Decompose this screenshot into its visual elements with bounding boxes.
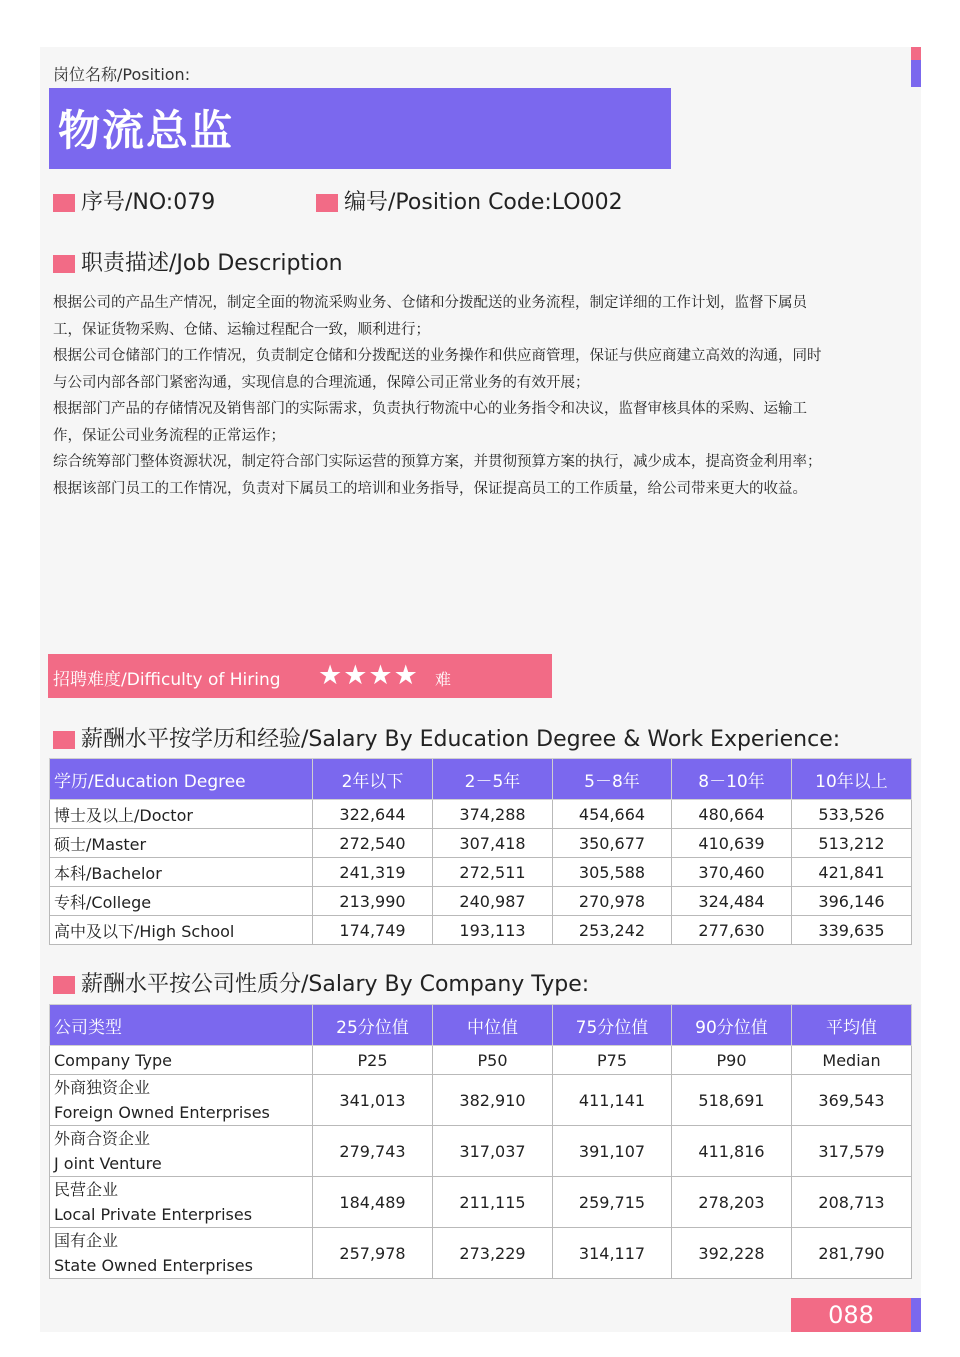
column-header: 5－8年 — [553, 759, 672, 800]
description-line: 工，保证货物采购、仓储、运输过程配合一致，顺利进行； — [53, 321, 430, 338]
company-type-cn: 外商合资企业 — [54, 1129, 151, 1148]
difficulty-word: 难 — [435, 670, 452, 689]
table-cell: 391,107 — [553, 1126, 672, 1177]
table-cell: 317,579 — [792, 1126, 912, 1177]
salary-company-table — [49, 1004, 912, 1279]
table-cell: 314,117 — [553, 1228, 672, 1279]
table-row — [50, 858, 912, 887]
table-cell: 339,635 — [792, 916, 912, 945]
table-cell — [50, 1126, 313, 1177]
table-cell: 317,037 — [433, 1126, 553, 1177]
table-row — [50, 1177, 912, 1228]
table-cell: 240,987 — [433, 887, 553, 916]
table-cell: 322,644 — [313, 800, 433, 829]
table-cell: 277,630 — [672, 916, 792, 945]
table-cell: Company Type — [50, 1046, 313, 1075]
table-cell: 257,978 — [313, 1228, 433, 1279]
table-cell: P50 — [433, 1046, 553, 1075]
table-cell: P90 — [672, 1046, 792, 1075]
table-cell: 本科/Bachelor — [50, 858, 313, 887]
table-cell: 374,288 — [433, 800, 553, 829]
table-cell: 454,664 — [553, 800, 672, 829]
table-cell: 专科/College — [50, 887, 313, 916]
column-header: 75分位值 — [553, 1005, 672, 1046]
column-header: 90分位值 — [672, 1005, 792, 1046]
table-cell: 272,511 — [433, 858, 553, 887]
serial-text: 序号/NO:079 — [81, 190, 216, 215]
difficulty-stars-icon: ★★★★ — [318, 660, 419, 691]
table-cell: 213,990 — [313, 887, 433, 916]
table-cell: 480,664 — [672, 800, 792, 829]
table-cell: 241,319 — [313, 858, 433, 887]
table-cell: 硕士/Master — [50, 829, 313, 858]
table-cell: P75 — [553, 1046, 672, 1075]
salary-education-table — [49, 758, 912, 945]
bullet-square-icon — [316, 194, 338, 212]
company-type-en: State Owned Enterprises — [54, 1256, 253, 1275]
table-cell: 307,418 — [433, 829, 553, 858]
column-header: 平均值 — [792, 1005, 912, 1046]
table-cell: 411,141 — [553, 1075, 672, 1126]
company-type-cn: 民营企业 — [54, 1180, 119, 1199]
description-line: 根据公司仓储部门的工作情况，负责制定仓储和分拨配送的业务操作和供应商管理，保证与供应商建立高效的沟通，同时 — [53, 348, 822, 364]
description-line: 与公司内部各部门紧密沟通，实现信息的合理流通，保障公司正常业务的有效开展； — [53, 374, 590, 391]
page-number-accent — [911, 1298, 921, 1332]
table-cell: 博士及以上/Doctor — [50, 800, 313, 829]
table-cell: 高中及以下/High School — [50, 916, 313, 945]
table-row — [50, 829, 912, 858]
table-cell: 278,203 — [672, 1177, 792, 1228]
bullet-square-icon — [53, 255, 75, 273]
table-cell: 350,677 — [553, 829, 672, 858]
bullet-square-icon — [53, 731, 75, 749]
salary-education-heading-text: 薪酬水平按学历和经验/Salary By Education Degree & Work Experience: — [81, 727, 841, 752]
table-cell: 396,146 — [792, 887, 912, 916]
table-cell: 421,841 — [792, 858, 912, 887]
table-cell: 208,713 — [792, 1177, 912, 1228]
table-cell: 518,691 — [672, 1075, 792, 1126]
table-cell: 281,790 — [792, 1228, 912, 1279]
company-type-en: J oint Venture — [54, 1154, 162, 1173]
table-row — [50, 887, 912, 916]
table-cell: 382,910 — [433, 1075, 553, 1126]
corner-accent-purple — [911, 60, 921, 87]
column-header: 中位值 — [433, 1005, 553, 1046]
table-row — [50, 1228, 912, 1279]
page-title: 物流总监 — [58, 106, 235, 155]
table-cell: 411,816 — [672, 1126, 792, 1177]
table-cell: 193,113 — [433, 916, 553, 945]
table-cell — [50, 1075, 313, 1126]
column-header: 2－5年 — [433, 759, 553, 800]
table-row — [50, 1126, 912, 1177]
table-row — [50, 800, 912, 829]
table-cell: 272,540 — [313, 829, 433, 858]
column-header: 10年以上 — [792, 759, 912, 800]
company-type-cn: 外商独资企业 — [54, 1078, 151, 1097]
column-header: 25分位值 — [313, 1005, 433, 1046]
table-cell: 513,212 — [792, 829, 912, 858]
table-cell: 533,526 — [792, 800, 912, 829]
table-cell — [50, 1177, 313, 1228]
description-line: 作，保证公司业务流程的正常运作； — [53, 427, 285, 444]
table-cell: 305,588 — [553, 858, 672, 887]
column-header: 公司类型 — [50, 1005, 313, 1046]
table-cell: 184,489 — [313, 1177, 433, 1228]
table-cell: 270,978 — [553, 887, 672, 916]
column-header: 学历/Education Degree — [50, 759, 313, 800]
table-cell: 324,484 — [672, 887, 792, 916]
table-header-row — [50, 1005, 912, 1046]
description-line: 根据部门产品的存储情况及销售部门的实际需求，负责执行物流中心的业务指令和决议，监督审核具体的采购、运输工 — [53, 401, 807, 417]
column-header: 2年以下 — [313, 759, 433, 800]
table-cell: 211,115 — [433, 1177, 553, 1228]
salary-company-heading — [53, 967, 589, 998]
table-cell: 369,543 — [792, 1075, 912, 1126]
table-cell: 392,228 — [672, 1228, 792, 1279]
table-cell — [50, 1228, 313, 1279]
table-cell: Median — [792, 1046, 912, 1075]
difficulty-label: 招聘难度/Difficulty of Hiring — [53, 670, 281, 690]
serial-number — [53, 185, 215, 216]
table-cell: 253,242 — [553, 916, 672, 945]
table-subheader-row — [50, 1046, 912, 1075]
position-label: 岗位名称/Position: — [53, 65, 191, 84]
table-cell: 273,229 — [433, 1228, 553, 1279]
position-code — [316, 185, 623, 216]
table-cell: 174,749 — [313, 916, 433, 945]
table-cell: 259,715 — [553, 1177, 672, 1228]
table-cell: 410,639 — [672, 829, 792, 858]
salary-education-heading — [53, 722, 840, 753]
job-description-heading — [53, 246, 343, 277]
table-cell: 279,743 — [313, 1126, 433, 1177]
table-header-row — [50, 759, 912, 800]
company-type-en: Local Private Enterprises — [54, 1205, 253, 1224]
position-code-text: 编号/Position Code:LO002 — [344, 190, 623, 215]
bullet-square-icon — [53, 194, 75, 212]
description-line: 根据公司的产品生产情况，制定全面的物流采购业务、仓储和分拨配送的业务流程，制定详细的工作计划，监督下属员 — [53, 295, 807, 311]
column-header: 8－10年 — [672, 759, 792, 800]
table-row — [50, 916, 912, 945]
company-type-en: Foreign Owned Enterprises — [54, 1103, 270, 1122]
job-description — [53, 290, 913, 502]
table-cell: 341,013 — [313, 1075, 433, 1126]
company-type-cn: 国有企业 — [54, 1231, 119, 1250]
bullet-square-icon — [53, 976, 75, 994]
table-cell: P25 — [313, 1046, 433, 1075]
description-line: 根据该部门员工的工作情况，负责对下属员工的培训和业务指导，保证提高员工的工作质量，给公司带来更大的收益。 — [53, 480, 807, 497]
description-line: 综合统筹部门整体资源状况，制定符合部门实际运营的预算方案，并贯彻预算方案的执行，减少成本，提高资金利用率； — [53, 454, 822, 470]
table-cell: 370,460 — [672, 858, 792, 887]
table-row — [50, 1075, 912, 1126]
page-number: 088 — [828, 1301, 874, 1329]
job-description-heading-text: 职责描述/Job Description — [81, 251, 343, 276]
salary-company-heading-text: 薪酬水平按公司性质分/Salary By Company Type: — [81, 972, 590, 997]
